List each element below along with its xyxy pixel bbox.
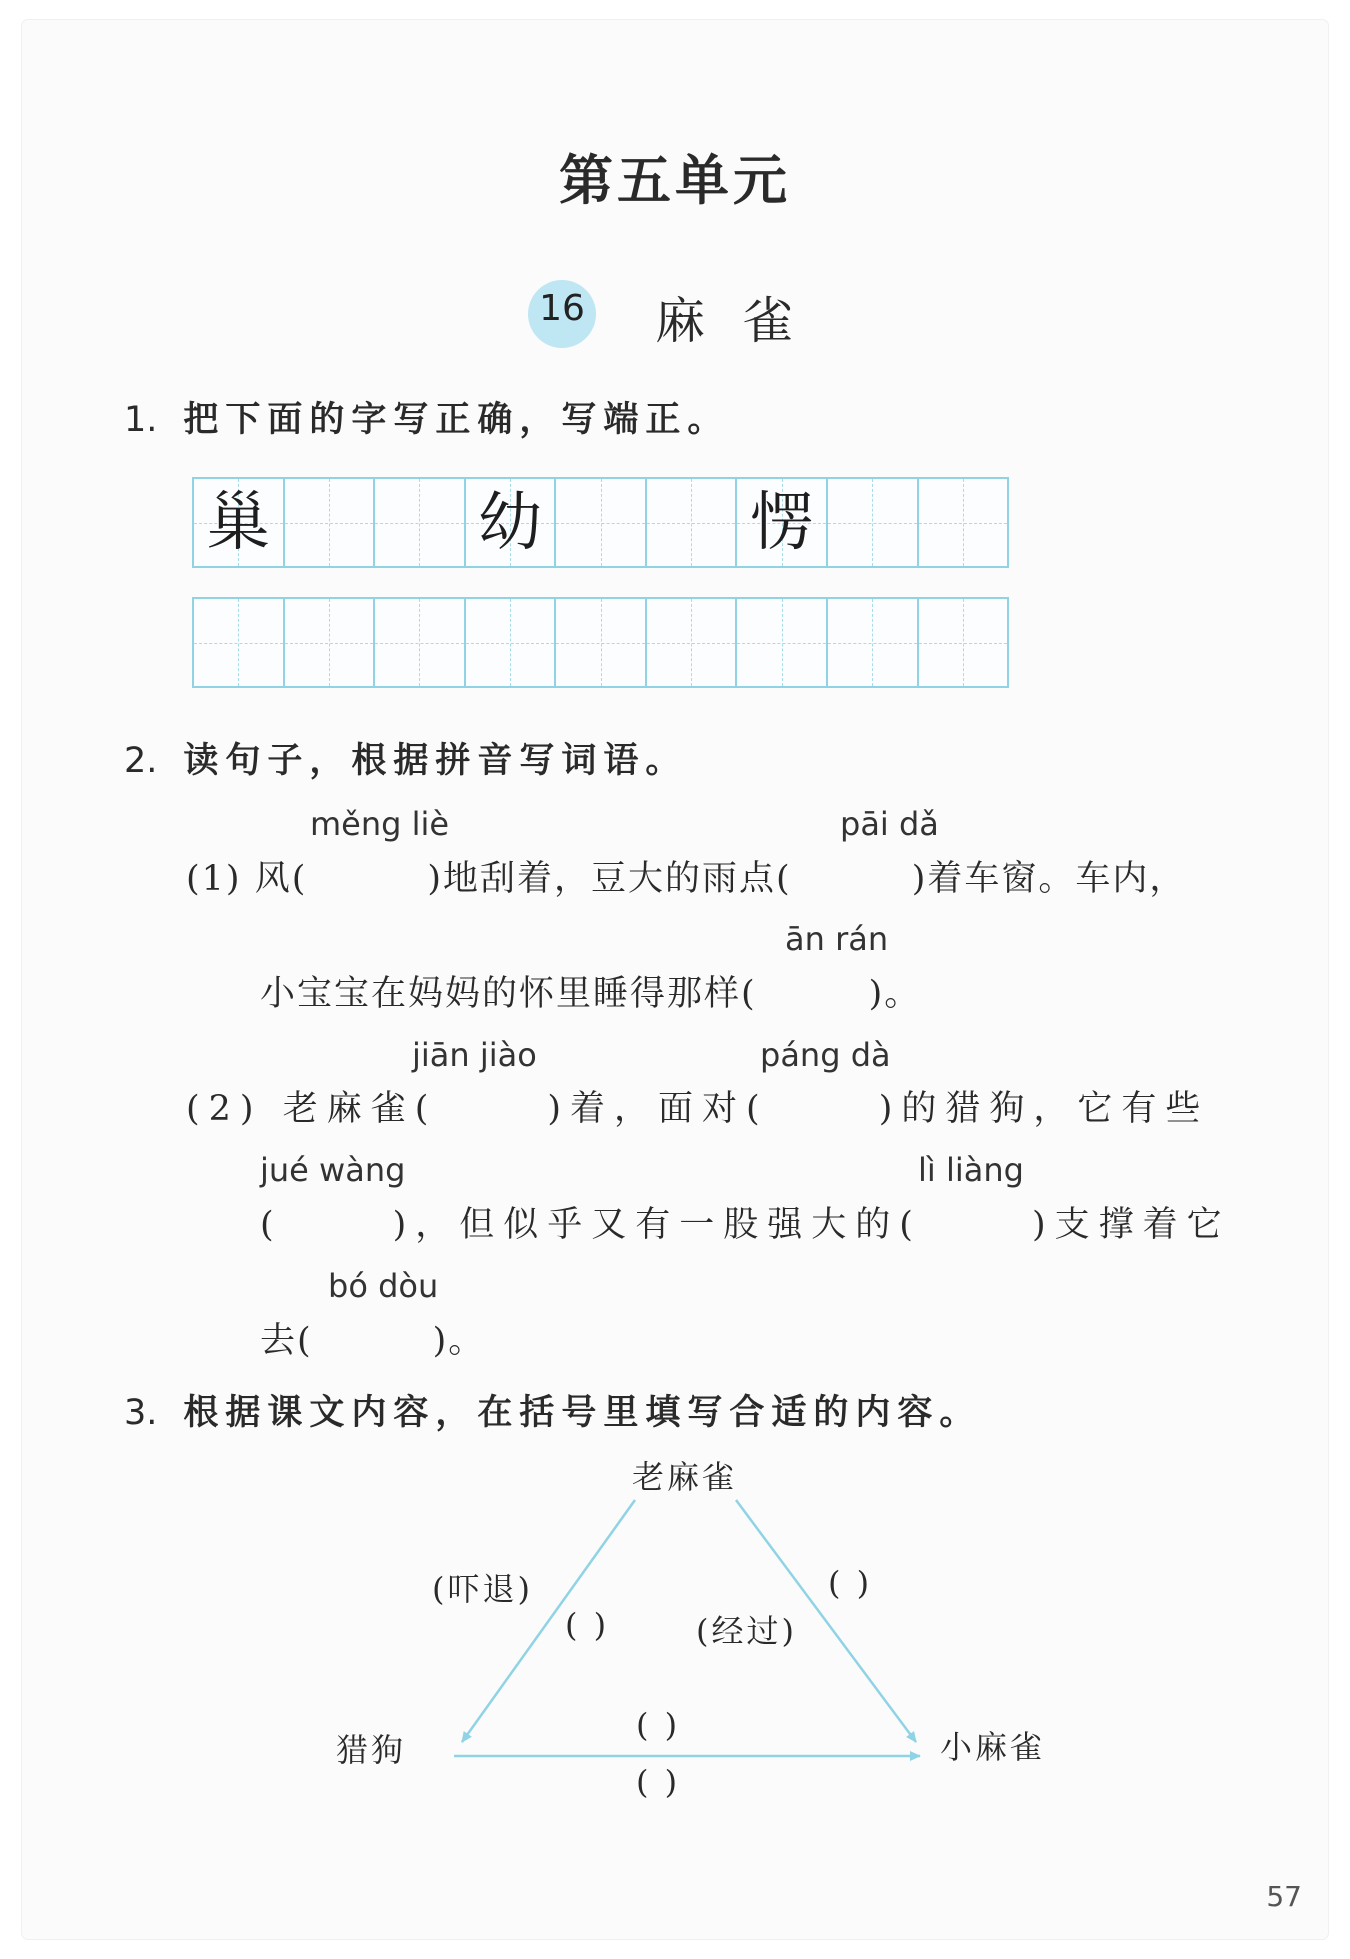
diagram-edge-label: (经过) — [696, 1612, 797, 1650]
diagram-edge-blank[interactable]: ( ) — [636, 1706, 681, 1744]
grid-cell[interactable] — [466, 479, 557, 566]
pinyin-hint: pāi dǎ — [840, 805, 939, 843]
sentence-1-line-2: 小宝宝在妈妈的怀里睡得那样( )。 — [260, 974, 922, 1014]
pinyin-hint: páng dà — [760, 1036, 891, 1074]
question-2-number: 2. — [124, 741, 158, 781]
question-2-prompt: 读句子，根据拼音写词语。 — [183, 740, 688, 781]
grid-cell[interactable] — [194, 479, 285, 566]
pinyin-hint: jué wàng — [260, 1151, 406, 1189]
pinyin-hint: lì liàng — [918, 1151, 1024, 1189]
pinyin-hint: jiān jiào — [412, 1036, 537, 1074]
diagram-edge-blank[interactable]: ( ) — [565, 1606, 610, 1644]
lesson-number: 16 — [539, 288, 585, 329]
pinyin-hint: ān rán — [785, 920, 889, 958]
grid-cell[interactable] — [737, 479, 828, 566]
question-3-number: 3. — [124, 1393, 158, 1433]
lesson-title: 麻雀 — [655, 292, 831, 350]
pinyin-hint: bó dòu — [328, 1267, 439, 1305]
sentence-2-line-1: (2) 老麻雀( )着，面对( )的猎狗，它有些 — [186, 1089, 1210, 1129]
diagram-node-dog: 猎狗 — [336, 1731, 407, 1769]
model-character: 巢 — [206, 486, 271, 560]
unit-title: 第五单元 — [559, 148, 791, 212]
sentence-2-line-3: 去( )。 — [260, 1321, 486, 1361]
question-1-number: 1. — [124, 400, 158, 440]
sentence-2-line-2: ( )，但似乎又有一股强大的( )支撑着它 — [260, 1205, 1231, 1245]
diagram-node-young-sparrow: 小麻雀 — [940, 1728, 1046, 1766]
diagram-edge-label: (吓退) — [432, 1570, 533, 1608]
pinyin-hint: měng liè — [310, 805, 450, 843]
model-character: 愣 — [749, 486, 814, 560]
diagram-edge-blank[interactable]: ( ) — [636, 1763, 681, 1801]
diagram-node-old-sparrow: 老麻雀 — [632, 1458, 738, 1496]
diagram-edge-blank[interactable]: ( ) — [828, 1564, 873, 1602]
question-3-prompt: 根据课文内容，在括号里填写合适的内容。 — [183, 1392, 982, 1433]
model-character: 幼 — [477, 486, 542, 560]
question-1-prompt: 把下面的字写正确，写端正。 — [183, 399, 730, 440]
page-number: 57 — [1266, 1880, 1302, 1913]
sentence-1-line-1: (1) 风( )地刮着，豆大的雨点( )着车窗。车内， — [186, 859, 1187, 899]
